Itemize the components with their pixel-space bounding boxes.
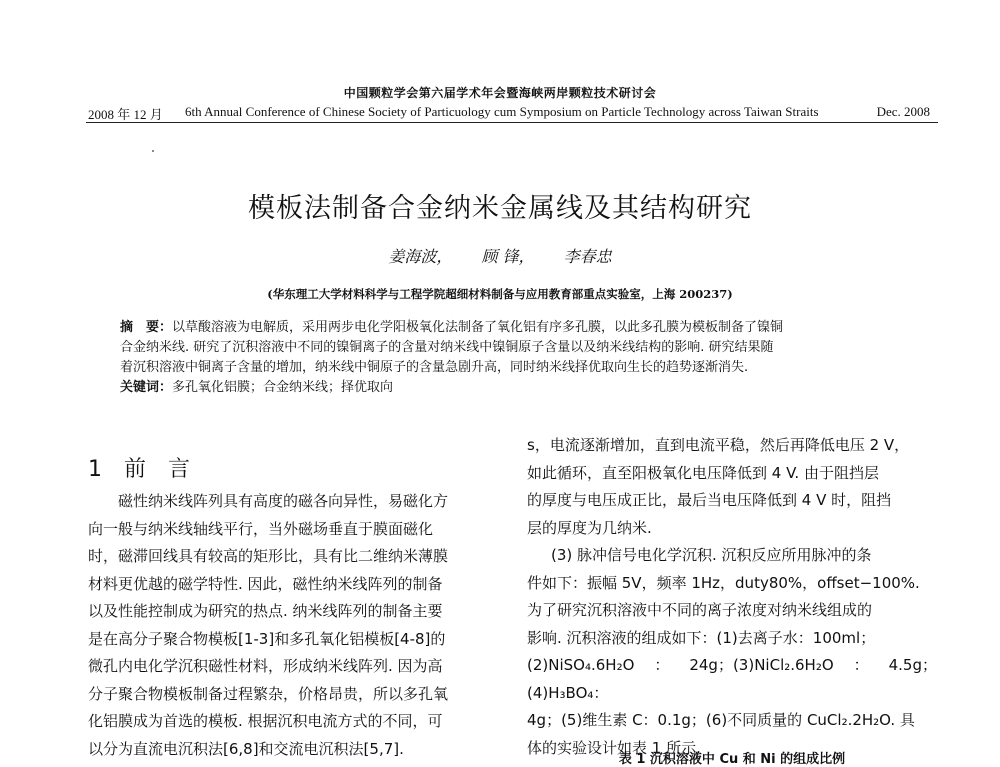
right-line: 为了研究沉积溶液中不同的离子浓度对纳米线组成的 xyxy=(527,601,873,619)
right-line: s，电流逐渐增加，直到电流平稳，然后再降低电压 2 V， xyxy=(527,436,910,454)
speck xyxy=(152,150,154,152)
abstract xyxy=(120,318,910,398)
keywords: 多孔氧化铝膜；合金纳米线；择优取向 xyxy=(172,380,394,395)
left-line: 时，磁滞回线具有较高的矩形比，具有比二维纳米薄膜 xyxy=(88,547,449,565)
right-line: 体的实验设计如表 1 所示. xyxy=(527,738,701,757)
abstract-line-1: 以草酸溶液为电解质，采用两步电化学阳极氧化法制备了氧化铝有序多孔膜，以此多孔膜为模板制备了镍铜 xyxy=(172,320,784,335)
paper-title: 模板法制备合金纳米金属线及其结构研究 xyxy=(248,193,752,224)
affiliation: (华东理工大学材料科学与工程学院超细材料制备与应用教育部重点实验室，上海 200237) xyxy=(267,287,733,301)
header-rule xyxy=(86,122,938,123)
left-line: 以及性能控制成为研究的热点. 纳米线阵列的制备主要 xyxy=(88,602,443,620)
left-line: 以分为直流电沉积法[6,8]和交流电沉积法[5,7]. xyxy=(88,739,404,758)
table-caption: 表 1 沉积溶液中 Cu 和 Ni 的组成比例 xyxy=(618,752,846,767)
conference-title-cn: 中国颗粒学会第六届学术年会暨海峡两岸颗粒技术研讨会 xyxy=(343,86,657,100)
left-column xyxy=(88,488,508,763)
right-line: 4g；(5)维生素 C：0.1g；(6)不同质量的 CuCl₂.2H₂O. 具 xyxy=(527,711,915,729)
header-date-en: Dec. 2008 xyxy=(876,104,930,119)
keywords-label: 关键词： xyxy=(120,380,173,395)
right-column xyxy=(527,432,937,762)
left-line: 向一般与纳米线轴线平行，当外磁场垂直于膜面磁化 xyxy=(88,519,434,538)
author-1: 姜海波， xyxy=(388,247,453,266)
right-line: 影响. 沉积溶液的组成如下：(1)去离子水：100ml； xyxy=(527,628,876,647)
left-line: 分子聚合物模板制备过程繁杂，价格昂贵，所以多孔氧 xyxy=(88,684,449,703)
right-line: 层的厚度为几纳米. xyxy=(527,518,652,537)
right-line: 如此循环，直至阳极氧化电压降低到 4 V. 由于阻挡层 xyxy=(527,463,879,482)
header-conference-en: 6th Annual Conference of Chinese Society of Particuology cum Symposium on Particle Technology across Taiwan Straits xyxy=(185,104,819,119)
right-line: (2)NiSO₄.6H₂O：24g；(3)NiCl₂.6H₂O：4.5g；(4)H₃BO₄： xyxy=(527,656,937,702)
right-line: 的厚度与电压成正比，最后当电压降低到 4 V 时，阻挡 xyxy=(527,491,892,509)
author-3: 李春忠 xyxy=(563,247,612,266)
header-date-cn: 2008 年 12 月 xyxy=(88,107,163,122)
abstract-label: 摘 要： xyxy=(120,320,173,335)
left-line: 磁性纳米线阵列具有高度的磁各向异性，易磁化方 xyxy=(118,492,449,510)
section-title: 前 言 xyxy=(124,457,191,482)
left-line: 材料更优越的磁学特性. 因此，磁性纳米线阵列的制备 xyxy=(88,574,443,593)
authors xyxy=(0,244,1000,267)
left-line: 化铝膜成为首选的模板. 根据沉积电流方式的不同，可 xyxy=(88,712,443,730)
left-line: 微孔内电化学沉积磁性材料，形成纳米线阵列. 因为高 xyxy=(88,657,443,675)
section-heading xyxy=(88,452,190,483)
abstract-line-3: 着沉积溶液中铜离子含量的增加，纳米线中铜原子的含量急剧升高，同时纳米线择优取向生长的趋势逐渐消失. xyxy=(120,360,749,375)
right-line: (3) 脉冲信号电化学沉积. 沉积反应所用脉冲的条 xyxy=(551,546,872,564)
right-line: 件如下：振幅 5V，频率 1Hz，duty80%，offset−100%. xyxy=(527,573,920,592)
abstract-line-2: 合金纳米线. 研究了沉积溶液中不同的镍铜离子的含量对纳米线中镍铜原子含量以及纳米线结构的影响. 研究结果随 xyxy=(120,340,774,355)
section-number: 1 xyxy=(88,457,102,482)
left-line: 是在高分子聚合物模板[1-3]和多孔氧化铝模板[4-8]的 xyxy=(88,629,446,648)
author-2: 顾 锋， xyxy=(481,247,535,266)
